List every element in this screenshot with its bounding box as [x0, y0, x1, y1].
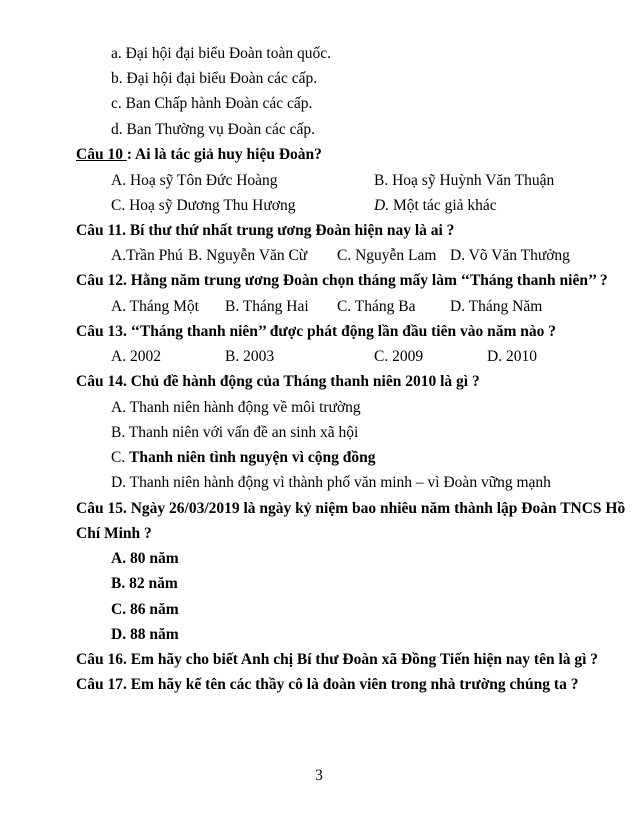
q15-option-a: A. 80 năm: [111, 550, 179, 567]
question-15: Câu 15. Ngày 26/03/2019 là ngày kỷ niệm bao nhiêu năm thành lập Đoàn TNCS Hồ: [76, 500, 626, 517]
q14-option-c-letter: C.: [111, 449, 130, 466]
option-a: a. Đại hội đại biểu Đoàn toàn quốc.: [111, 45, 331, 62]
q13-option-a: A. 2002: [111, 348, 161, 365]
question-14: Câu 14. Chủ đề hành động của Tháng thanh niên 2010 là gì ?: [76, 373, 480, 390]
q10-option-a: A. Hoạ sỹ Tôn Đức Hoàng: [111, 172, 278, 189]
q12-option-d: D. Tháng Năm: [450, 298, 543, 315]
question-15-continued: Chí Minh ?: [76, 525, 152, 542]
q15-option-c: C. 86 năm: [111, 601, 179, 618]
q10-option-d: [374, 196, 497, 216]
q11-option-d: D. Võ Văn Thưởng: [450, 247, 570, 264]
question-13: Câu 13. ‘‘Tháng thanh niên’’ được phát động lần đầu tiên vào năm nào ?: [76, 323, 556, 340]
q13-option-c: C. 2009: [374, 348, 424, 365]
q12-option-c: C. Tháng Ba: [337, 298, 416, 315]
q14-option-b: B. Thanh niên với vấn đề an sinh xã hội: [111, 424, 359, 441]
q15-option-d: D. 88 năm: [111, 626, 179, 643]
option-c: c. Ban Chấp hành Đoàn các cấp.: [111, 95, 313, 112]
q13-option-d: D. 2010: [487, 348, 537, 365]
question-11: Câu 11. Bí thư thứ nhất trung ương Đoàn hiện nay là ai ?: [76, 222, 455, 239]
q11-option-a: A.Trần Phú: [111, 247, 183, 264]
q14-option-a: A. Thanh niên hành động về môi trường: [111, 399, 361, 416]
q13-option-b: B. 2003: [225, 348, 275, 365]
q10-option-c: C. Hoạ sỹ Dương Thu Hương: [111, 197, 296, 214]
q14-option-c: [111, 448, 375, 468]
q10-option-b: B. Hoạ sỹ Huỳnh Văn Thuận: [374, 172, 555, 189]
q11-option-b: B. Nguyễn Văn Cừ: [188, 247, 308, 264]
q14-option-d: D. Thanh niên hành động vì thành phố văn minh – vì Đoàn vững mạnh: [111, 474, 551, 491]
question-16: Câu 16. Em hãy cho biết Anh chị Bí thư Đoàn xã Đồng Tiến hiện nay tên là gì ?: [76, 651, 599, 668]
q11-option-c: C. Nguyễn Lam: [337, 247, 437, 264]
question-10-text: : Ai là tác giả huy hiệu Đoàn?: [126, 146, 322, 163]
q12-option-a: A. Tháng Một: [111, 298, 199, 315]
q15-option-b: B. 82 năm: [111, 575, 178, 592]
question-10-label: Câu 10: [76, 146, 127, 163]
q14-option-c-text: Thanh niên tình nguyện vì cộng đồng: [129, 449, 376, 466]
option-d: d. Ban Thường vụ Đoàn các cấp.: [111, 121, 315, 138]
q12-option-b: B. Tháng Hai: [225, 298, 309, 315]
option-b: b. Đại hội đại biểu Đoàn các cấp.: [111, 70, 318, 87]
page-number: 3: [315, 767, 323, 784]
question-10: [76, 145, 322, 165]
question-17: Câu 17. Em hãy kể tên các thầy cô là đoàn viên trong nhà trường chúng ta ?: [76, 676, 579, 693]
q10-option-d-text: Một tác giả khác: [389, 197, 497, 214]
question-12: Câu 12. Hằng năm trung ương Đoàn chọn tháng mấy làm ‘‘Tháng thanh niên’’ ?: [76, 272, 608, 289]
q10-option-d-letter: D.: [374, 197, 390, 214]
